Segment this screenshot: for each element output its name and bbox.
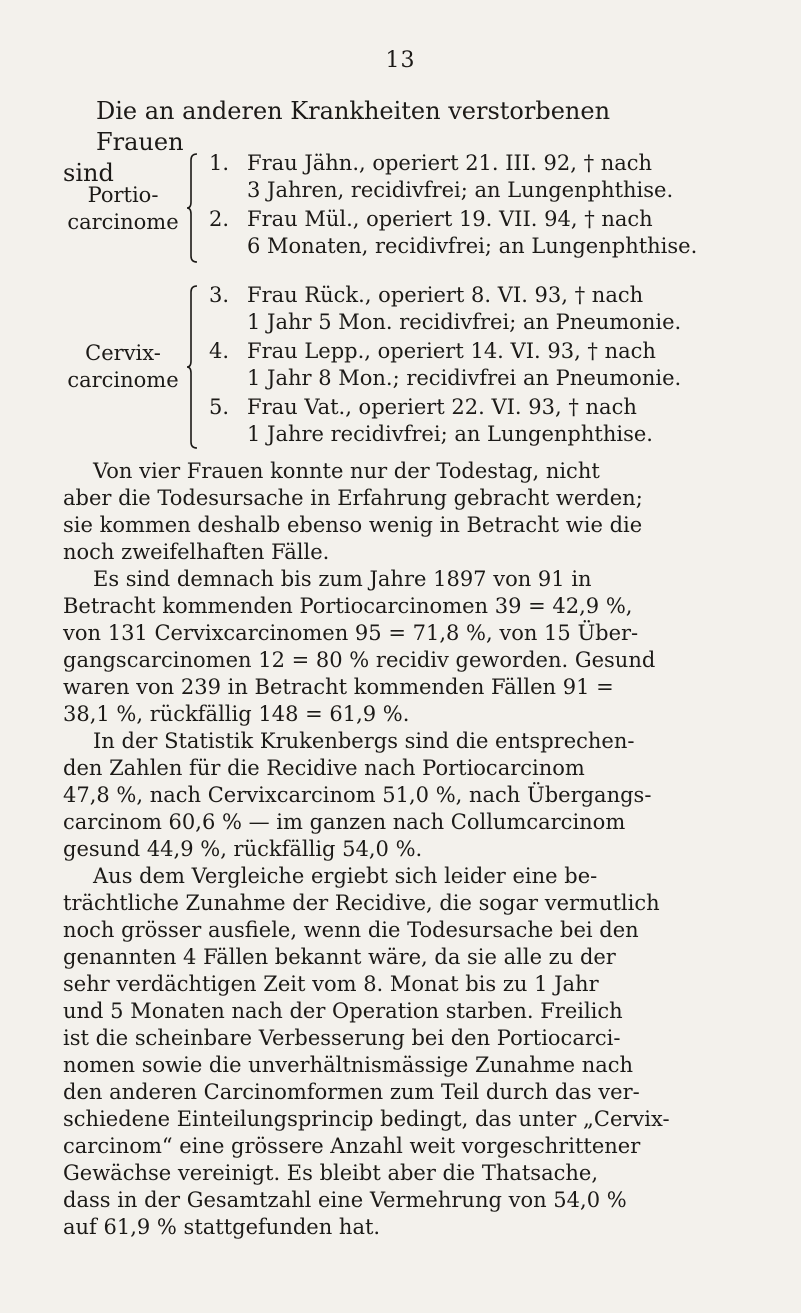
text-line: und 5 Monaten nach der Operation starben. Freilich — [63, 999, 623, 1023]
left-brace — [187, 284, 199, 450]
text-line: carcinom“ eine grössere Anzahl weit vorgeschrittener — [63, 1134, 641, 1158]
list-item — [201, 150, 679, 204]
item-line: 1 Jahre recidivfrei; an Lungenphthise. — [247, 422, 653, 446]
group-label — [63, 182, 183, 236]
list-item — [201, 338, 682, 392]
text-line: noch grösser ausfiele, wenn die Todesursache bei den — [63, 918, 639, 942]
paragraph — [63, 863, 673, 1241]
item-line: 1 Jahr 5 Mon. recidivfrei; an Pneumonie. — [247, 310, 682, 334]
text-line: noch zweifelhaften Fälle. — [63, 540, 330, 564]
text-line: 38,1 %, rückfällig 148 = 61,9 %. — [63, 702, 410, 726]
item-number: 1. — [208, 151, 229, 175]
text-line: nomen sowie die unverhältnismässige Zunahme nach — [63, 1053, 634, 1077]
item-number: 4. — [208, 339, 229, 363]
left-brace — [187, 152, 199, 264]
list-item — [201, 394, 679, 448]
body-text — [63, 458, 673, 1241]
item-line: Frau Lepp., operiert 14. VI. 93, † nach — [247, 339, 656, 363]
text-line: ist die scheinbare Verbesserung bei den Portiocarci- — [63, 1026, 621, 1050]
list-item — [201, 282, 682, 336]
text-line: genannten 4 Fällen bekannt wäre, da sie alle zu der — [63, 945, 616, 969]
item-line: Frau Mül., operiert 19. VII. 94, † nach — [247, 207, 653, 231]
item-line: 3 Jahren, recidivfrei; an Lungenphthise. — [247, 178, 674, 202]
group-label-line: Portio- — [87, 183, 159, 207]
group-portiocarcinome — [63, 150, 698, 266]
text-line: waren von 239 in Betracht kommenden Fällen 91 = — [63, 675, 614, 699]
item-number: 2. — [208, 207, 229, 231]
text-line: gesund 44,9 %, rückfällig 54,0 %. — [63, 837, 423, 861]
text-line: dass in der Gesamtzahl eine Vermehrung von 54,0 % — [63, 1188, 627, 1212]
text-line: gangscarcinomen 12 = 80 % recidiv geworden. Gesund — [63, 648, 656, 672]
text-line: Es sind demnach bis zum Jahre 1897 von 91 in — [93, 567, 592, 591]
group-label — [63, 340, 183, 394]
text-line: den Zahlen für die Recidive nach Portiocarcinom — [63, 756, 585, 780]
text-line: Aus dem Vergleiche ergiebt sich leider eine be- — [93, 864, 598, 888]
text-line: schiedene Einteilungsprincip bedingt, das unter „Cervix- — [63, 1107, 670, 1131]
item-line: 1 Jahr 8 Mon.; recidivfrei an Pneumonie. — [247, 366, 682, 390]
group-label-line: carcinome — [67, 368, 179, 392]
text-line: auf 61,9 % stattgefunden hat. — [63, 1215, 381, 1239]
item-line: Frau Vat., operiert 22. VI. 93, † nach — [247, 395, 637, 419]
page-number: 13 — [385, 48, 416, 73]
group-label-line: carcinome — [67, 210, 179, 234]
intro-line: Die an anderen Krankheiten verstorbenen Frauen — [96, 97, 611, 156]
text-line: Von vier Frauen konnte nur der Todestag, nicht — [93, 459, 600, 483]
text-line: Betracht kommenden Portiocarcinomen 39 = 42,9 %, — [63, 594, 633, 618]
text-line: den anderen Carcinomformen zum Teil durch das ver- — [63, 1080, 640, 1104]
paragraph — [63, 566, 673, 728]
text-line: In der Statistik Krukenbergs sind die entsprechen- — [93, 729, 635, 753]
list-item — [201, 206, 698, 260]
item-line: Frau Jähn., operiert 21. III. 92, † nach — [247, 151, 653, 175]
item-line: Frau Rück., operiert 8. VI. 93, † nach — [247, 283, 644, 307]
text-line: von 131 Cervixcarcinomen 95 = 71,8 %, von 15 Über- — [63, 621, 639, 645]
paragraph — [63, 458, 673, 566]
text-line: aber die Todesursache in Erfahrung gebracht werden; — [63, 486, 643, 510]
paragraph — [63, 728, 673, 863]
text-line: sie kommen deshalb ebenso wenig in Betracht wie die — [63, 513, 643, 537]
text-line: sehr verdächtigen Zeit vom 8. Monat bis zu 1 Jahr — [63, 972, 599, 996]
item-number: 3. — [208, 283, 229, 307]
text-line: carcinom 60,6 % — im ganzen nach Collumcarcinom — [63, 810, 626, 834]
text-line: 47,8 %, nach Cervixcarcinom 51,0 %, nach Übergangs- — [63, 783, 652, 807]
group-label-line: Cervix- — [85, 341, 161, 365]
text-line: Gewächse vereinigt. Es bleibt aber die Thatsache, — [63, 1161, 598, 1185]
item-line: 6 Monaten, recidivfrei; an Lungenphthise. — [247, 234, 698, 258]
text-line: trächtliche Zunahme der Recidive, die sogar vermutlich — [63, 891, 660, 915]
intro-line: sind — [63, 159, 114, 187]
item-number: 5. — [208, 395, 229, 419]
group-cervixcarcinome — [63, 282, 683, 452]
